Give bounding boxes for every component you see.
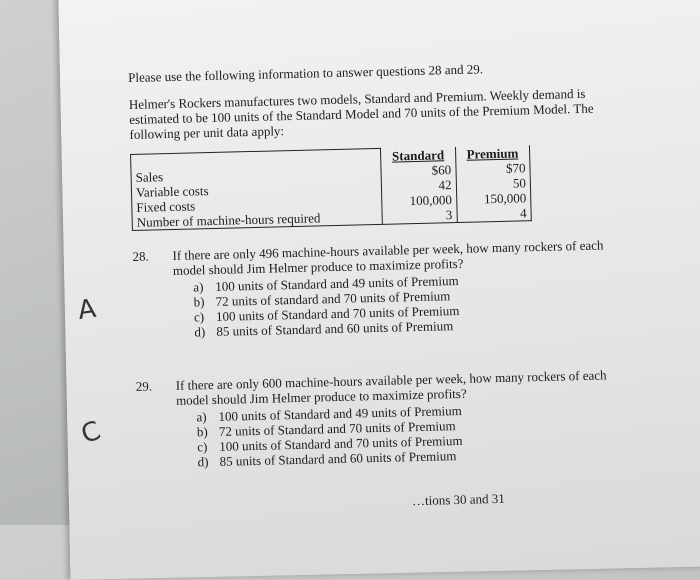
answer-option[interactable]: b) 72 units of standard and 70 units of Premium bbox=[193, 287, 451, 309]
question-number: 29. bbox=[135, 378, 153, 394]
unit-data-table bbox=[130, 144, 532, 230]
cell-sales-standard: $60 bbox=[381, 162, 456, 179]
document-content bbox=[128, 58, 638, 481]
answer-option[interactable]: a) 100 units of Standard and 49 units of Premium bbox=[196, 402, 462, 424]
answer-option[interactable]: b) 72 units of Standard and 70 units of Premium bbox=[196, 417, 456, 439]
cell-hours-standard: 3 bbox=[382, 207, 457, 224]
answer-option[interactable]: c) 100 units of Standard and 70 units of Premium bbox=[193, 302, 460, 324]
row-label: Sales bbox=[135, 168, 164, 185]
instructions: Please use the following information to answer questions 28 and 29. bbox=[128, 61, 484, 85]
column-header-premium: Premium bbox=[455, 145, 530, 162]
cell-variable-standard: 42 bbox=[381, 177, 456, 194]
column-header-standard: Standard bbox=[381, 147, 456, 164]
row-label: Number of machine-hours required bbox=[136, 209, 321, 230]
cell-fixed-premium: 150,000 bbox=[456, 190, 531, 207]
question-text: If there are only 600 machine-hours available per week, how many rockers of each model should Jim Helmer produce to maximize profits? bbox=[175, 366, 607, 408]
question-29 bbox=[136, 366, 638, 470]
answer-option[interactable]: d) 85 units of Standard and 60 units of Premium bbox=[197, 447, 457, 469]
row-label: Variable costs bbox=[135, 182, 209, 200]
question-number: 28. bbox=[132, 248, 149, 264]
answer-option[interactable]: d) 85 units of Standard and 60 units of Premium bbox=[194, 317, 454, 339]
handwritten-answer-29: C bbox=[77, 415, 105, 451]
problem-description: Helmer's Rockers manufactures two models, Standard and Premium. Weekly demand is estimated to be 100 units of the Standard Model and 70 units of the Premium Model. The following per unit data apply: bbox=[128, 85, 594, 142]
handwritten-answer-28: A bbox=[75, 293, 98, 327]
row-label: Fixed costs bbox=[136, 197, 196, 215]
cell-sales-premium: $70 bbox=[455, 160, 530, 177]
row-labels bbox=[131, 148, 383, 230]
answer-option[interactable]: c) 100 units of Standard and 70 units of Premium bbox=[197, 432, 463, 454]
cut-off-footer-text: …tions 30 and 31 bbox=[411, 490, 505, 509]
cell-hours-premium: 4 bbox=[457, 205, 532, 222]
answer-option[interactable]: a) 100 units of Standard and 49 units of Premium bbox=[193, 272, 459, 294]
question-text: If there are only 496 machine-hours available per week, how many rockers of each model should Jim Helmer produce to maximize profits? bbox=[172, 236, 604, 278]
question-28 bbox=[132, 236, 634, 340]
cell-fixed-standard: 100,000 bbox=[382, 192, 457, 209]
cell-variable-premium: 50 bbox=[456, 175, 531, 192]
